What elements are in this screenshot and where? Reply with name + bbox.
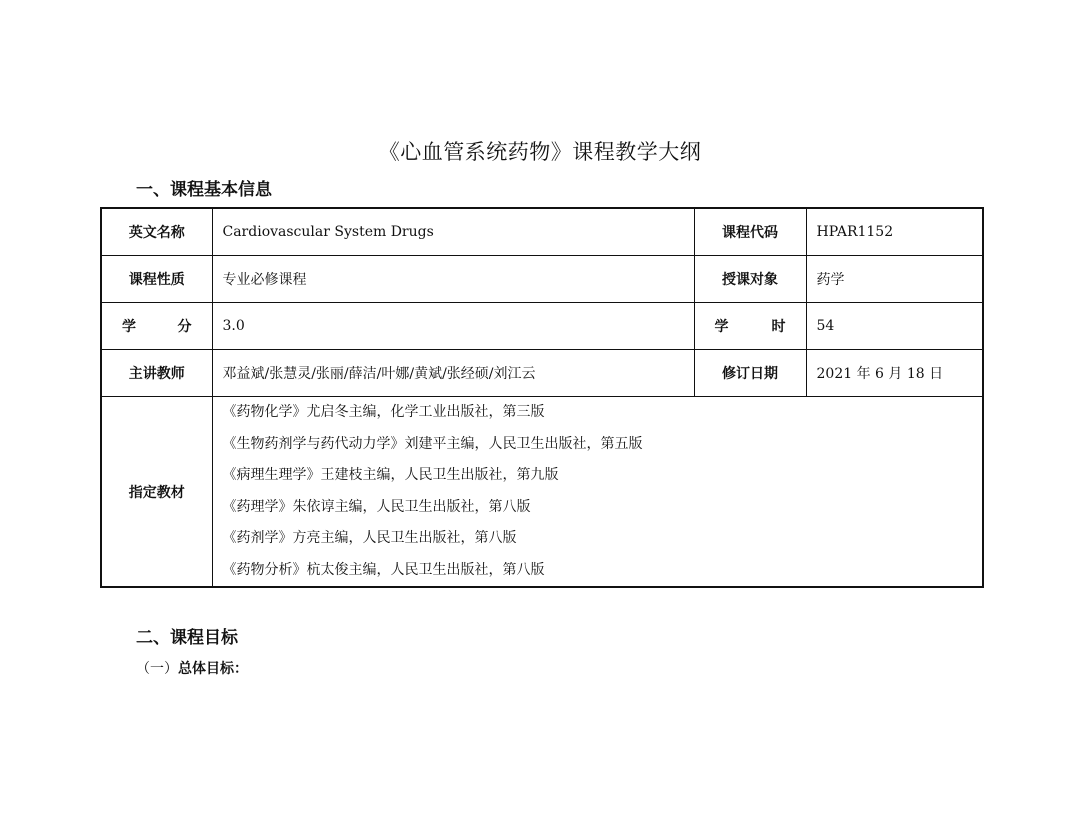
teachers-label: 主讲教师 bbox=[101, 350, 212, 397]
overall-goal-heading: 总体目标： bbox=[178, 661, 248, 677]
textbook-item: 《药剂学》方亮主编，人民卫生出版社，第八版 bbox=[222, 530, 517, 546]
subsection-overall-goal bbox=[136, 658, 248, 678]
section-heading-basic-info: 一、课程基本信息 bbox=[136, 180, 272, 200]
table-row bbox=[101, 397, 983, 588]
english-name-value: Cardiovascular System Drugs bbox=[212, 208, 694, 256]
teachers-value: 邓益斌/张慧灵/张丽/薛洁/叶娜/黄斌/张经硕/刘江云 bbox=[212, 350, 694, 397]
textbook-item: 《药理学》朱依谆主编，人民卫生出版社，第八版 bbox=[222, 498, 531, 515]
credit-label: 学 分 bbox=[101, 303, 212, 350]
table-row bbox=[101, 208, 983, 256]
hours-label: 学 时 bbox=[694, 303, 806, 350]
course-code-label: 课程代码 bbox=[694, 208, 806, 256]
textbook-item: 《生物药剂学与药代动力学》刘建平主编，人民卫生出版社，第五版 bbox=[222, 435, 643, 452]
credit-value: 3.0 bbox=[212, 303, 694, 350]
course-nature-value: 专业必修课程 bbox=[212, 256, 694, 303]
textbooks-list bbox=[212, 397, 983, 588]
revision-date-value: 2021 年 6 月 18 日 bbox=[806, 350, 983, 397]
table-row bbox=[101, 256, 983, 303]
textbooks-label: 指定教材 bbox=[101, 397, 212, 588]
course-info-table bbox=[100, 207, 984, 588]
course-nature-label: 课程性质 bbox=[101, 256, 212, 303]
overall-goal-prefix: （一） bbox=[136, 661, 178, 677]
revision-date-label: 修订日期 bbox=[694, 350, 806, 397]
course-code-value: HPAR1152 bbox=[806, 208, 983, 256]
table-row bbox=[101, 303, 983, 350]
textbook-item: 《药物化学》尤启冬主编，化学工业出版社，第三版 bbox=[222, 404, 545, 420]
audience-label: 授课对象 bbox=[694, 256, 806, 303]
table-row bbox=[101, 350, 983, 397]
textbook-item: 《药物分析》杭太俊主编，人民卫生出版社，第八版 bbox=[222, 561, 545, 578]
english-name-label: 英文名称 bbox=[101, 208, 212, 256]
hours-value: 54 bbox=[806, 303, 983, 350]
document-title: 《心血管系统药物》课程教学大纲 bbox=[378, 140, 702, 164]
section-heading-objectives: 二、课程目标 bbox=[136, 628, 238, 648]
audience-value: 药学 bbox=[806, 256, 983, 303]
textbook-item: 《病理生理学》王建枝主编，人民卫生出版社，第九版 bbox=[222, 467, 559, 483]
